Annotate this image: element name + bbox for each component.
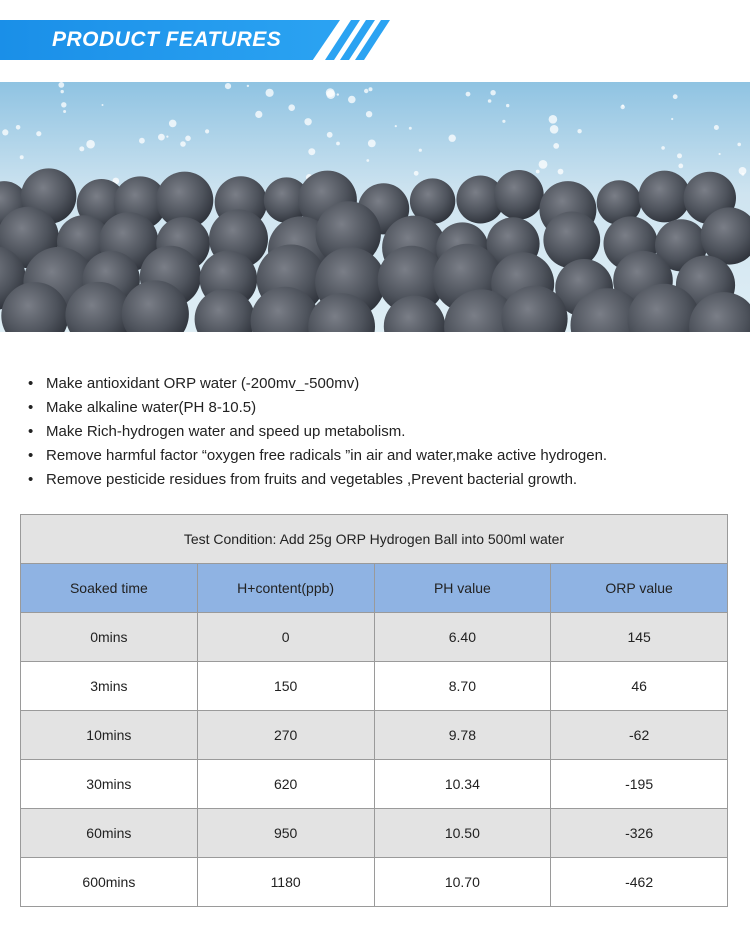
bubble — [185, 136, 191, 142]
bubble — [327, 132, 333, 138]
bubble — [539, 160, 548, 169]
bubble — [304, 118, 311, 125]
table-row — [21, 858, 728, 907]
table-cell: 1180 — [197, 858, 374, 907]
bubble — [63, 110, 66, 113]
table-cell: 600mins — [21, 858, 198, 907]
table-row — [21, 662, 728, 711]
bubble — [16, 125, 21, 130]
table-cell: 620 — [197, 760, 374, 809]
list-item: • Make antioxidant ORP water (-200mv_-500mv) — [28, 375, 360, 392]
bubble — [661, 146, 665, 150]
bubble — [558, 169, 564, 175]
bubble — [409, 127, 412, 130]
bubble — [719, 153, 721, 155]
table-cell: -62 — [551, 711, 728, 760]
bubble — [577, 129, 581, 133]
list-item: • Remove harmful factor “oxygen free radicals ”in air and water,make active hydrogen. — [28, 447, 608, 464]
table-cell: -462 — [551, 858, 728, 907]
bubble — [288, 104, 295, 111]
bubble — [308, 148, 315, 155]
bubble — [466, 92, 471, 97]
list-item: • Make Rich-hydrogen water and speed up metabolism. — [28, 423, 406, 440]
bubble — [677, 153, 682, 158]
bubble — [369, 87, 373, 91]
bubble — [536, 170, 540, 174]
bubble — [86, 140, 95, 149]
column-header: PH value — [374, 564, 551, 613]
hydrogen-ball — [494, 170, 544, 220]
bubble — [58, 82, 64, 88]
bubble — [166, 136, 168, 138]
column-header: Soaked time — [21, 564, 198, 613]
table-cell: 10.34 — [374, 760, 551, 809]
section-header — [0, 0, 750, 82]
test-results-table — [20, 514, 728, 907]
bubble — [255, 111, 262, 118]
table-cell: 10.70 — [374, 858, 551, 907]
bubble — [550, 125, 559, 134]
bubble — [337, 93, 339, 95]
bubble — [419, 149, 422, 152]
table-cell: 9.78 — [374, 711, 551, 760]
bubble — [158, 134, 165, 141]
bubble — [348, 96, 356, 104]
table-cell: 0mins — [21, 613, 198, 662]
bubble — [326, 88, 335, 97]
bubble — [671, 118, 673, 120]
hydrogen-ball — [639, 171, 691, 223]
bubble — [714, 125, 719, 130]
bubble — [490, 90, 495, 95]
bubble — [364, 89, 368, 93]
table-row — [21, 760, 728, 809]
table-cell: 30mins — [21, 760, 198, 809]
page-title: PRODUCT FEATURES — [52, 28, 282, 51]
bubble — [553, 143, 559, 149]
table-cell: -326 — [551, 809, 728, 858]
column-header: H+content(ppb) — [197, 564, 374, 613]
bubble — [205, 129, 209, 133]
table-cell: 10mins — [21, 711, 198, 760]
feature-list — [28, 372, 728, 492]
table-row — [21, 613, 728, 662]
table-row — [21, 711, 728, 760]
list-item: • Make alkaline water(PH 8-10.5) — [28, 399, 257, 416]
bubble — [737, 143, 741, 147]
bubble — [79, 146, 84, 151]
hero-image — [0, 82, 750, 332]
bubble — [488, 99, 492, 103]
table-cell: 150 — [197, 662, 374, 711]
bubble — [368, 140, 376, 148]
bubble — [678, 164, 683, 169]
feature-text: Remove harmful factor “oxygen free radicals ”in air and water,make active hydrogen. — [46, 447, 608, 464]
table-cell: 10.50 — [374, 809, 551, 858]
bubble — [36, 131, 41, 136]
bubble — [741, 173, 744, 176]
bubble — [336, 142, 340, 146]
feature-text: Make antioxidant ORP water (-200mv_-500mv) — [46, 375, 360, 392]
table-cell: 0 — [197, 613, 374, 662]
bubble — [506, 104, 509, 107]
table-cell: 60mins — [21, 809, 198, 858]
bubble — [502, 120, 505, 123]
bubble — [366, 111, 372, 117]
feature-text: Remove pesticide residues from fruits and vegetables ,Prevent bacterial growth. — [46, 471, 578, 488]
bubble — [139, 138, 145, 144]
bubble — [366, 159, 369, 162]
bubble — [266, 89, 274, 97]
feature-text: Make Rich-hydrogen water and speed up metabolism. — [46, 423, 406, 440]
bubble — [20, 155, 24, 159]
bubble — [102, 104, 104, 106]
bubble — [449, 135, 456, 142]
bubble — [225, 83, 231, 89]
table-cell: 6.40 — [374, 613, 551, 662]
hydrogen-ball — [543, 212, 600, 269]
table-cell: 950 — [197, 809, 374, 858]
test-condition: Test Condition: Add 25g ORP Hydrogen Ball into 500ml water — [21, 515, 728, 564]
bubble — [169, 120, 177, 128]
bubble — [61, 102, 66, 107]
table-cell: 3mins — [21, 662, 198, 711]
table-cell: 46 — [551, 662, 728, 711]
table-cell: 145 — [551, 613, 728, 662]
column-header: ORP value — [551, 564, 728, 613]
bubble — [549, 115, 558, 124]
bubble — [673, 94, 678, 99]
table-cell: 270 — [197, 711, 374, 760]
bubble — [621, 105, 625, 109]
feature-text: Make alkaline water(PH 8-10.5) — [46, 399, 257, 416]
bubble — [61, 90, 64, 93]
table-cell: -195 — [551, 760, 728, 809]
bubble — [247, 85, 249, 87]
bubble — [395, 125, 397, 127]
table-cell: 8.70 — [374, 662, 551, 711]
table-row — [21, 809, 728, 858]
bubble — [180, 141, 186, 147]
list-item: • Remove pesticide residues from fruits and vegetables ,Prevent bacterial growth. — [28, 471, 578, 488]
bubble — [414, 171, 419, 176]
bubble — [2, 129, 8, 135]
